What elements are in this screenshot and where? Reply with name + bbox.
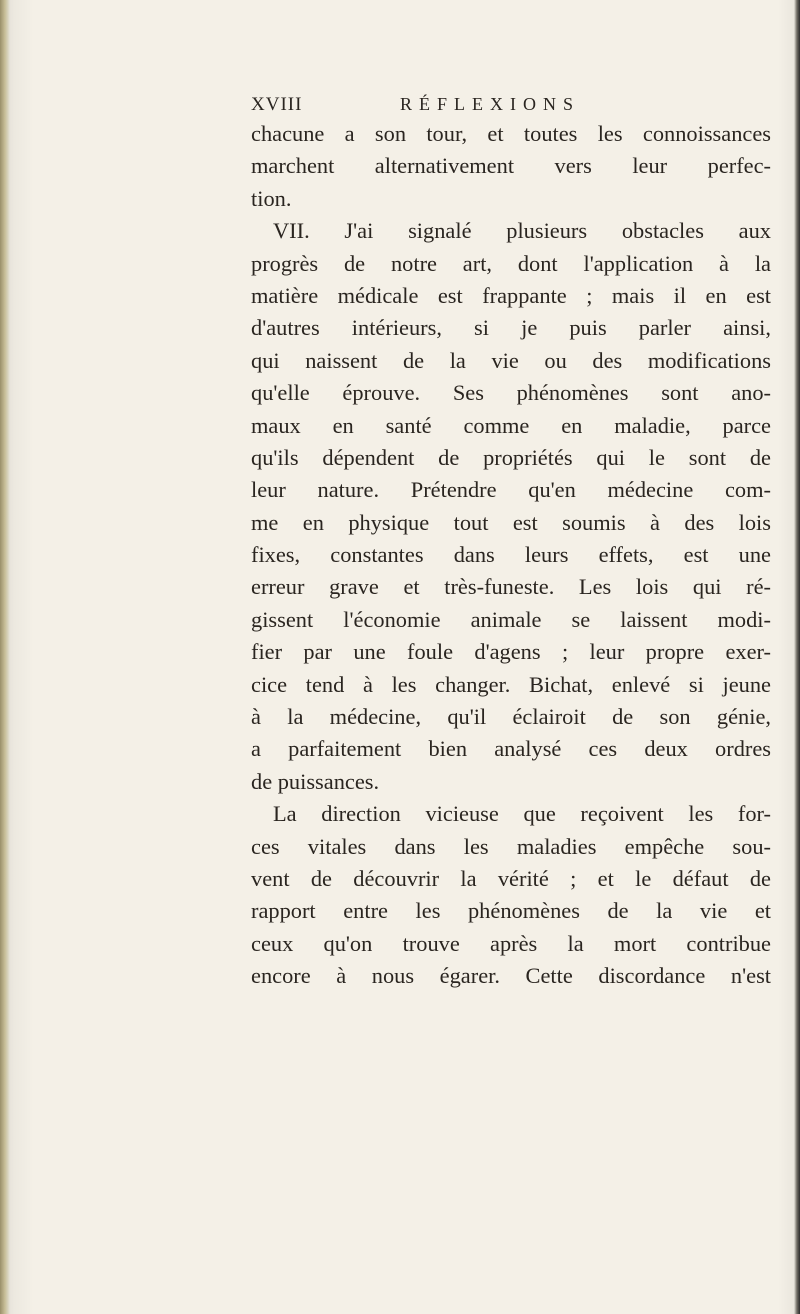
- text-line: fier par une foule d'agens ; leur propre exer-: [251, 639, 771, 665]
- text-line: leur nature. Prétendre qu'en médecine com-: [251, 477, 771, 503]
- text-line: me en physique tout est soumis à des lois: [251, 509, 771, 535]
- text-line: qui naissent de la vie ou des modifications: [251, 347, 771, 373]
- text-line: ces vitales dans les maladies empêche sou-: [251, 833, 771, 859]
- page-binding-edge: [0, 0, 10, 1314]
- text-line: de puissances.: [251, 768, 380, 794]
- text-line: progrès de notre art, dont l'application à la: [251, 250, 771, 276]
- text-line: vent de découvrir la vérité ; et le défaut de: [251, 865, 771, 891]
- text-line: La direction vicieuse que reçoivent les for-: [273, 801, 771, 827]
- text-line: marchent alternativement vers leur perfec-: [251, 153, 771, 179]
- text-line: d'autres intérieurs, si je puis parler ainsi,: [251, 315, 771, 341]
- running-head: [251, 94, 671, 120]
- text-line: maux en santé comme en maladie, parce: [251, 412, 771, 438]
- text-line: tion.: [251, 185, 292, 211]
- text-line: qu'elle éprouve. Ses phénomènes sont ano-: [251, 380, 771, 406]
- text-line: VII. J'ai signalé plusieurs obstacles aux: [273, 218, 771, 244]
- text-line: rapport entre les phénomènes de la vie et: [251, 898, 771, 924]
- body-text: [251, 118, 771, 993]
- text-line: cice tend à les changer. Bichat, enlevé si jeune: [251, 671, 771, 697]
- text-line: chacune a son tour, et toutes les connoissances: [251, 121, 771, 146]
- text-line: à la médecine, qu'il éclairoit de son génie,: [251, 704, 771, 730]
- text-line: a parfaitement bien analysé ces deux ordres: [251, 736, 771, 762]
- text-line: ceux qu'on trouve après la mort contribue: [251, 930, 771, 956]
- page-outer-edge: [794, 0, 800, 1314]
- text-line: fixes, constantes dans leurs effets, est une: [251, 542, 771, 568]
- text-line: erreur grave et très-funeste. Les lois qui ré-: [251, 574, 771, 600]
- running-title: RÉFLEXIONS: [400, 94, 581, 114]
- page-number: XVIII: [251, 94, 303, 115]
- text-line: matière médicale est frappante ; mais il en est: [251, 282, 771, 308]
- text-line: encore à nous égarer. Cette discordance n'est: [251, 963, 771, 989]
- text-line: qu'ils dépendent de propriétés qui le sont de: [251, 444, 771, 470]
- text-line: gissent l'économie animale se laissent modi-: [251, 606, 771, 632]
